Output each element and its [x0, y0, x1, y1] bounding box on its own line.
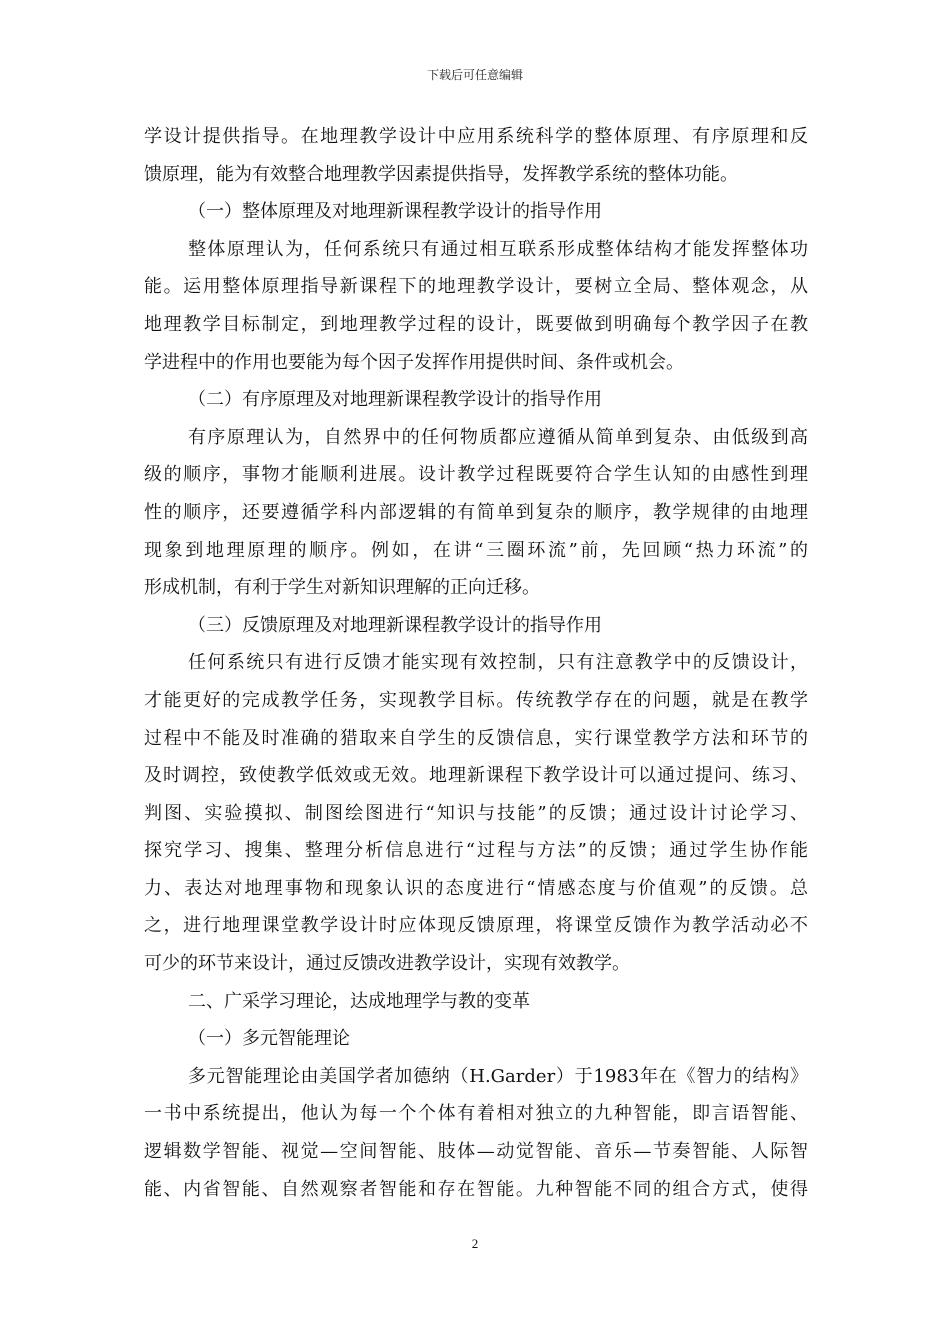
text-line: 现象到地理原理的顺序。例如，在讲“三圈环流”前，先回顾“热力环流”的	[144, 539, 808, 561]
text-line: 级的顺序，事物才能顺利进展。设计教学过程既要符合学生认知的由感性到理	[144, 464, 808, 486]
text-line: 逻辑数学智能、视觉—空间智能、肢体—动觉智能、音乐—节奏智能、人际智	[144, 1141, 808, 1163]
text-line: 馈原理，能为有效整合地理教学因素提供指导，发挥教学系统的整体功能。	[144, 163, 738, 185]
text-line: 整体原理认为，任何系统只有通过相互联系形成整体结构才能发挥整体功	[188, 238, 808, 260]
text-line: （二）有序原理及对地理新课程教学设计的指导作用	[188, 389, 602, 411]
text-line: 探究学习、搜集、整理分析信息进行“过程与方法”的反馈；通过学生协作能	[144, 840, 808, 862]
text-line: 才能更好的完成教学任务，实现教学目标。传统教学存在的问题，就是在教学	[144, 689, 808, 711]
text-line: 形成机制，有利于学生对新知识理解的正向迁移。	[144, 577, 540, 599]
text-line: 学设计提供指导。在地理教学设计中应用系统科学的整体原理、有序原理和反	[144, 126, 808, 147]
page-number: 2	[471, 1236, 479, 1251]
text-line: 有序原理认为，自然界中的任何物质都应遵循从简单到复杂、由低级到高	[188, 426, 808, 448]
text-line: 判图、实验摸拟、制图绘图进行“知识与技能”的反馈；通过设计讨论学习、	[144, 802, 808, 824]
text-line: 性的顺序，还要遵循学科内部逻辑的有简单到复杂的顺序，教学规律的由地理	[144, 501, 808, 523]
text-line: （三）反馈原理及对地理新课程教学设计的指导作用	[188, 614, 602, 636]
text-line: 之，进行地理课堂教学设计时应体现反馈原理，将课堂反馈作为教学活动必不	[144, 915, 808, 937]
text-line: 及时调控，致使教学低效或无效。地理新课程下教学设计可以通过提问、练习、	[144, 765, 808, 787]
text-line: 任何系统只有进行反馈才能实现有效控制，只有注意教学中的反馈设计，	[188, 652, 808, 674]
text-line: 可少的环节来设计，通过反馈改进教学设计，实现有效教学。	[144, 953, 630, 975]
text-line: 能。运用整体原理指导新课程下的地理教学设计，要树立全局、整体观念，从	[144, 276, 808, 298]
text-line: 学进程中的作用也要能为每个因子发挥作用提供时间、条件或机会。	[144, 351, 684, 373]
text-line: 过程中不能及时准确的猎取来自学生的反馈信息，实行课堂教学方法和环节的	[144, 727, 808, 749]
text-line: 能、内省智能、自然观察者智能和存在智能。九种智能不同的组合方式，使得	[144, 1178, 808, 1200]
text-line: 二、广采学习理论，达成地理学与教的变革	[188, 990, 530, 1012]
text-line: 一书中系统提出，他认为每一个个体有着相对独立的九种智能，即言语智能、	[144, 1103, 808, 1125]
text-line: （一）整体原理及对地理新课程教学设计的指导作用	[188, 201, 602, 223]
page-header: 下载后可任意编辑	[426, 68, 523, 82]
body-text	[144, 118, 808, 1208]
text-line: 多元智能理论由美国学者加德纳（H.Garder）于1983年在《智力的结构》	[188, 1065, 808, 1087]
text-line: 力、表达对地理事物和现象认识的态度进行“情感态度与价值观”的反馈。总	[144, 877, 808, 899]
text-line: （一）多元智能理论	[188, 1028, 350, 1050]
text-line: 地理教学目标制定，到地理教学过程的设计，既要做到明确每个教学因子在教	[144, 313, 808, 335]
